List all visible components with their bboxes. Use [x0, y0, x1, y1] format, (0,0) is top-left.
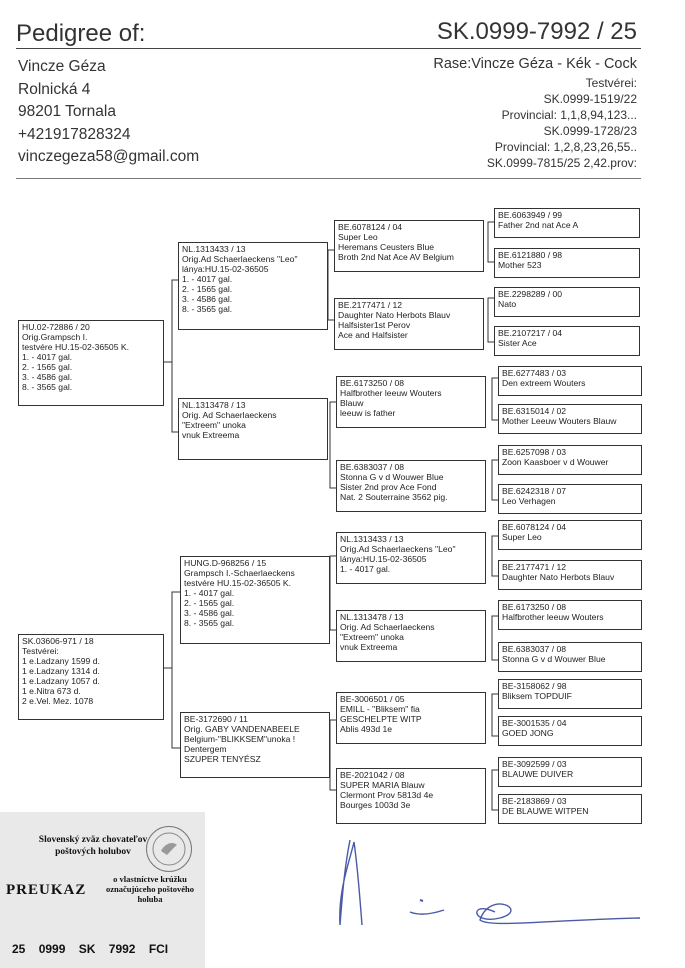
g4-ring: BE.6257098 / 03	[502, 447, 567, 457]
dsd-line: "Extreem" unoka	[340, 632, 404, 642]
dam-line: 1 e.Ladzany 1057 d.	[22, 676, 100, 686]
stamp-org: Slovenský zväz chovateľov poštových holubov	[38, 835, 148, 857]
sss-line: Broth 2nd Nat Ace AV Belgium	[338, 252, 454, 262]
g4-ring: BE-2183869 / 03	[502, 796, 567, 806]
dd-line: SZUPER TENYÉSZ	[184, 754, 261, 764]
ssd-line: Daughter Nato Herbots Blauv	[338, 310, 451, 320]
g4-line: Sister Ace	[498, 338, 537, 348]
sire-dam-box	[178, 398, 328, 460]
g4-line: Super Leo	[502, 532, 542, 542]
dam-line: 1 e.Nitra 673 d.	[22, 686, 81, 696]
g4-line: Father 2nd nat Ace A	[498, 220, 579, 230]
ddd-line: Bourges 1003d 3e	[340, 800, 411, 810]
g4-line: DE BLAUWE WITPEN	[502, 806, 589, 816]
ss-ring: NL.1313433 / 13	[182, 244, 246, 254]
owner-city: 98201 Tornala	[18, 103, 116, 120]
sss-box	[334, 220, 484, 272]
dss-ring: NL.1313433 / 13	[340, 534, 404, 544]
sds-line: Halfbrother leeuw Wouters	[340, 388, 442, 398]
g4-line: GOED JONG	[502, 728, 554, 738]
ds-line: 8. - 3565 gal.	[184, 618, 235, 628]
ssd-line: Halfsister1st Perov	[338, 320, 411, 330]
sds-ring: BE.6173250 / 08	[340, 378, 405, 388]
g4-box	[498, 404, 642, 434]
stamp-ring-fci: FCI	[148, 942, 169, 956]
ss-line: 3. - 4586 gal.	[182, 294, 233, 304]
g4-ring: BE.6315014 / 02	[502, 406, 567, 416]
dd-line: Orig. GABY VANDENABEELE	[184, 724, 300, 734]
dsd-box	[336, 610, 486, 662]
sire-line: testvére HU.15-02-36505 K.	[22, 342, 130, 352]
stamp-subtitle: o vlastníctve krúžku označujúceho poštového holuba	[105, 874, 195, 904]
sss-line: Heremans Ceusters Blue	[338, 242, 435, 252]
g4-ring: BE.6173250 / 08	[502, 602, 567, 612]
siblings-item: Testvérei:	[585, 76, 637, 90]
page-title: Pedigree of:	[16, 20, 146, 47]
sire-ring: HU.02-72886 / 20	[22, 322, 90, 332]
g4-line: Halfbrother leeuw Wouters	[502, 612, 604, 622]
stamp-ring-year: 25	[12, 942, 26, 956]
g4-ring: BE.6121880 / 98	[498, 250, 563, 260]
g4-ring: BE.6242318 / 07	[502, 486, 567, 496]
dam-line: 1 e.Ladzany 1599 d.	[22, 656, 100, 666]
owner-phone: +421917828324	[18, 125, 131, 143]
g4-box	[498, 445, 642, 475]
ssd-box	[334, 298, 484, 350]
stamp-ring-number: 7992	[108, 942, 136, 956]
g4-line: Den extreem Wouters	[502, 378, 586, 388]
g4-box	[498, 642, 642, 672]
g4-line: Zoon Kaasboer v d Wouwer	[502, 457, 609, 467]
g4-ring: BE.6078124 / 04	[502, 522, 567, 532]
ddd-box	[336, 768, 486, 824]
g4-ring: BE.6383037 / 08	[502, 644, 567, 654]
sd-ring: NL.1313478 / 13	[182, 400, 246, 410]
sd-line: "Extreem" unoka	[182, 420, 246, 430]
stamp-ring-country: SK	[78, 942, 96, 956]
g4-ring: BE.2107217 / 04	[498, 328, 563, 338]
ring-number: SK.0999-7992 / 25	[436, 18, 637, 45]
dss-line: 1. - 4017 gal.	[340, 564, 391, 574]
ds-line: 1. - 4017 gal.	[184, 588, 235, 598]
dam-sire-box	[180, 556, 330, 644]
g4-line: Leo Verhagen	[502, 496, 556, 506]
ds-line: 2. - 1565 gal.	[184, 598, 235, 608]
g4-ring: BE-3158062 / 98	[502, 681, 567, 691]
ss-line: 2. - 1565 gal.	[182, 284, 233, 294]
g4-box	[498, 520, 642, 550]
g4-line: Nato	[498, 299, 517, 309]
dam-box	[18, 634, 164, 720]
stamp-ring	[12, 942, 178, 956]
sds-line: Blauw	[340, 398, 364, 408]
ds-line: Grampsch I.-Schaerlaeckens	[184, 568, 295, 578]
ssd-ring: BE.2177471 / 12	[338, 300, 403, 310]
ds-line: 3. - 4586 gal.	[184, 608, 235, 618]
ds-line: testvére HU.15-02-36505 K.	[184, 578, 292, 588]
sdd-box	[336, 460, 486, 512]
siblings-item: Provincial: 1,1,8,94,123...	[501, 108, 637, 122]
g4-ring: BE-3001535 / 04	[502, 718, 567, 728]
sss-line: Super Leo	[338, 232, 378, 242]
dam-line: 2 e.Vel. Mez. 1078	[22, 696, 94, 706]
sdd-line: Sister 2nd prov Ace Fond	[340, 482, 437, 492]
g4-ring: BE.2177471 / 12	[502, 562, 567, 572]
g4-box	[498, 600, 642, 630]
g4-line: Daughter Nato Herbots Blauv	[502, 572, 615, 582]
dss-line: lánya:HU.15-02-36505	[340, 554, 427, 564]
ddd-ring: BE-2021042 / 08	[340, 770, 405, 780]
rase-line: Rase:Vincze Géza - Kék - Cock	[433, 56, 637, 72]
sire-line: 2. - 1565 gal.	[22, 362, 73, 372]
owner-email: vinczegeza58@gmail.com	[18, 148, 200, 165]
g4-box	[498, 794, 642, 824]
sds-line: leeuw is father	[340, 408, 396, 418]
sire-sire-box	[178, 242, 328, 330]
sire-box	[18, 320, 164, 406]
dam-line: Testvérei:	[22, 646, 59, 656]
g4-line: Mother Leeuw Wouters Blauw	[502, 416, 617, 426]
stamp-ring-club: 0999	[38, 942, 66, 956]
owner-name: Vincze Géza	[18, 58, 106, 75]
dds-line: GESCHELPTE WITP	[340, 714, 422, 724]
g4-box	[498, 757, 642, 787]
dsd-line: vnuk Extreema	[340, 642, 398, 652]
ss-line: Orig.Ad Schaerlaeckens "Leo"	[182, 254, 298, 264]
ss-line: 1. - 4017 gal.	[182, 274, 233, 284]
g4-box	[494, 248, 640, 278]
siblings-item: SK.0999-1728/23	[543, 124, 637, 138]
ss-line: lánya:HU.15-02-36505	[182, 264, 269, 274]
pigeon-seal-icon	[146, 826, 192, 872]
sss-ring: BE.6078124 / 04	[338, 222, 403, 232]
siblings-item: Provincial: 1,2,8,23,26,55..	[494, 140, 637, 154]
sire-line: Orig.Grampsch I.	[22, 332, 88, 342]
ring-certificate-stamp	[0, 812, 205, 968]
dds-box	[336, 692, 486, 744]
sire-line: 3. - 4586 gal.	[22, 372, 73, 382]
g4-ring: BE-3092599 / 03	[502, 759, 567, 769]
dss-box	[336, 532, 486, 584]
ds-ring: HUNG.D-968256 / 15	[184, 558, 267, 568]
dd-ring: BE-3172690 / 11	[184, 714, 248, 724]
siblings-item: SK.0999-1519/22	[543, 92, 637, 106]
sd-line: vnuk Extreema	[182, 430, 240, 440]
g4-box	[494, 208, 640, 238]
dd-line: Belgium-"BLIKKSEM"unoka !	[184, 734, 296, 744]
sds-box	[336, 376, 486, 428]
g4-box	[498, 679, 642, 709]
g4-line: Bliksem TOPDUIF	[502, 691, 572, 701]
g4-box	[498, 484, 642, 514]
g4-line: Stonna G v d Wouwer Blue	[502, 654, 606, 664]
g4-box	[498, 560, 642, 590]
sd-line: Orig. Ad Schaerlaeckens	[182, 410, 277, 420]
siblings-item: SK.0999-7815/25 2,42.prov:	[486, 156, 637, 170]
sire-line: 1. - 4017 gal.	[22, 352, 73, 362]
ddd-line: Clermont Prov 5813d 4e	[340, 790, 434, 800]
sire-line: 8. - 3565 gal.	[22, 382, 73, 392]
owner-street: Rolnická 4	[18, 80, 91, 98]
dsd-ring: NL.1313478 / 13	[340, 612, 404, 622]
sdd-line: Stonna G v d Wouwer Blue	[340, 472, 444, 482]
ddd-line: SUPER MARIA Blauw	[340, 780, 425, 790]
g4-box	[498, 366, 642, 396]
sdd-line: Nat. 2 Souterraine 3562 pig.	[340, 492, 448, 502]
signature	[320, 830, 650, 940]
dam-ring: SK.03606-971 / 18	[22, 636, 94, 646]
ssd-line: Ace and Halfsister	[338, 330, 408, 340]
g4-box	[494, 326, 640, 356]
dd-line: Dentergem	[184, 744, 227, 754]
g4-ring: BE.2298289 / 00	[498, 289, 563, 299]
dds-line: EMILL - "Bliksem" fia	[340, 704, 420, 714]
dds-ring: BE-3006501 / 05	[340, 694, 405, 704]
g4-line: BLAUWE DUIVER	[502, 769, 574, 779]
dsd-line: Orig. Ad Schaerlaeckens	[340, 622, 435, 632]
dss-line: Orig.Ad Schaerlaeckens "Leo"	[340, 544, 456, 554]
ss-line: 8. - 3565 gal.	[182, 304, 233, 314]
g4-line: Mother 523	[498, 260, 542, 270]
stamp-title: PREUKAZ	[6, 882, 87, 898]
g4-ring: BE.6063949 / 99	[498, 210, 563, 220]
g4-ring: BE.6277483 / 03	[502, 368, 567, 378]
dds-line: Ablis 493d 1e	[340, 724, 393, 734]
g4-box	[498, 716, 642, 746]
g4-box	[494, 287, 640, 317]
dam-line: 1 e.Ladzany 1314 d.	[22, 666, 100, 676]
dam-dam-box	[180, 712, 330, 778]
sdd-ring: BE.6383037 / 08	[340, 462, 405, 472]
